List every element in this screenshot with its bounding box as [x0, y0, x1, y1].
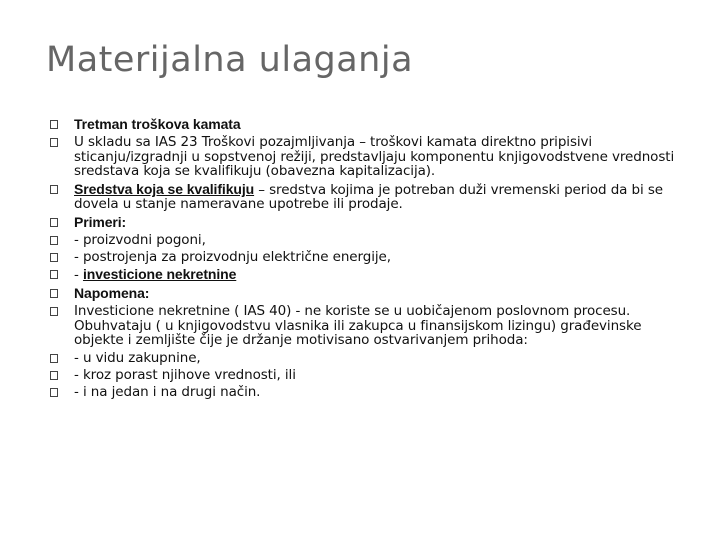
text-run: Investicione nekretnine ( IAS 40) - ne koriste se u uobičajenom poslovnom procesu. Obuhvataju ( u knjigovodstvu vlasnika ili zakupca u finansijskom lizingu) građevinske objekte i zemljište čije je držanje motivisano ostvarivanjem prihoda: [74, 303, 642, 349]
text-run: - kroz porast njihove vrednosti, ili [74, 366, 296, 383]
text-run: - [74, 267, 83, 284]
list-item [49, 135, 694, 179]
emphasis-text: Sredstva koja se kvalifikuju [74, 180, 255, 197]
list-item-text [74, 384, 260, 400]
emphasis-text: Tretman troškova kamata [74, 116, 241, 132]
square-bullet-icon [50, 120, 58, 129]
emphasis-text: Napomena: [74, 284, 150, 301]
text-run: - i na jedan i na drugi način. [74, 384, 261, 401]
list-item-text [74, 367, 296, 383]
list-item-text [74, 232, 206, 248]
square-bullet-icon [50, 236, 58, 245]
square-bullet-icon [50, 270, 58, 279]
list-item-text [74, 249, 391, 265]
emphasis-text: investicione nekretnine [82, 266, 237, 283]
text-run: - postrojenja za proizvodnju električne energije, [74, 249, 391, 266]
list-item [49, 286, 694, 302]
square-bullet-icon [50, 388, 58, 397]
list-item [49, 368, 694, 383]
list-item-text [74, 215, 126, 231]
list-item [49, 267, 694, 283]
list-item [49, 117, 694, 133]
list-item [49, 233, 694, 248]
text-run: U skladu sa IAS 23 Troškovi pozajmljivanja – troškovi kamata direktno pripisivi sticanju/izgradnji u sopstvenoj režiji, predstavljaju komponentu knjigovodstvene vrednosti sredstava koja se kvalifikuju (obavezna kapitalizacija). [74, 134, 675, 180]
emphasis-text: Primeri: [74, 213, 127, 230]
list-item [49, 304, 694, 348]
list-item-text [74, 182, 663, 213]
square-bullet-icon [50, 185, 58, 194]
list-item [49, 215, 694, 231]
list-item [49, 351, 694, 366]
list-item [49, 250, 694, 265]
square-bullet-icon [50, 371, 58, 380]
list-item-text [74, 350, 201, 366]
bullet-list [49, 117, 694, 402]
square-bullet-icon [50, 289, 58, 298]
text-run: - proizvodni pogoni, [74, 231, 206, 248]
square-bullet-icon [50, 354, 58, 363]
square-bullet-icon [50, 307, 58, 316]
list-item [49, 182, 694, 212]
square-bullet-icon [50, 138, 58, 147]
text-run: – sredstva kojima je potreban duži vremenski period da bi se dovela u stanje nameravane upotrebe ili prodaje. [74, 181, 663, 213]
list-item-text [74, 117, 241, 133]
slide-title: Materijalna ulaganja [46, 40, 414, 80]
list-item-text [74, 134, 674, 179]
list-item-text [74, 286, 149, 302]
list-item-text [74, 267, 236, 283]
square-bullet-icon [50, 218, 58, 227]
text-run: - u vidu zakupnine, [74, 349, 201, 366]
list-item-text [74, 303, 641, 348]
square-bullet-icon [50, 253, 58, 262]
list-item [49, 385, 694, 400]
